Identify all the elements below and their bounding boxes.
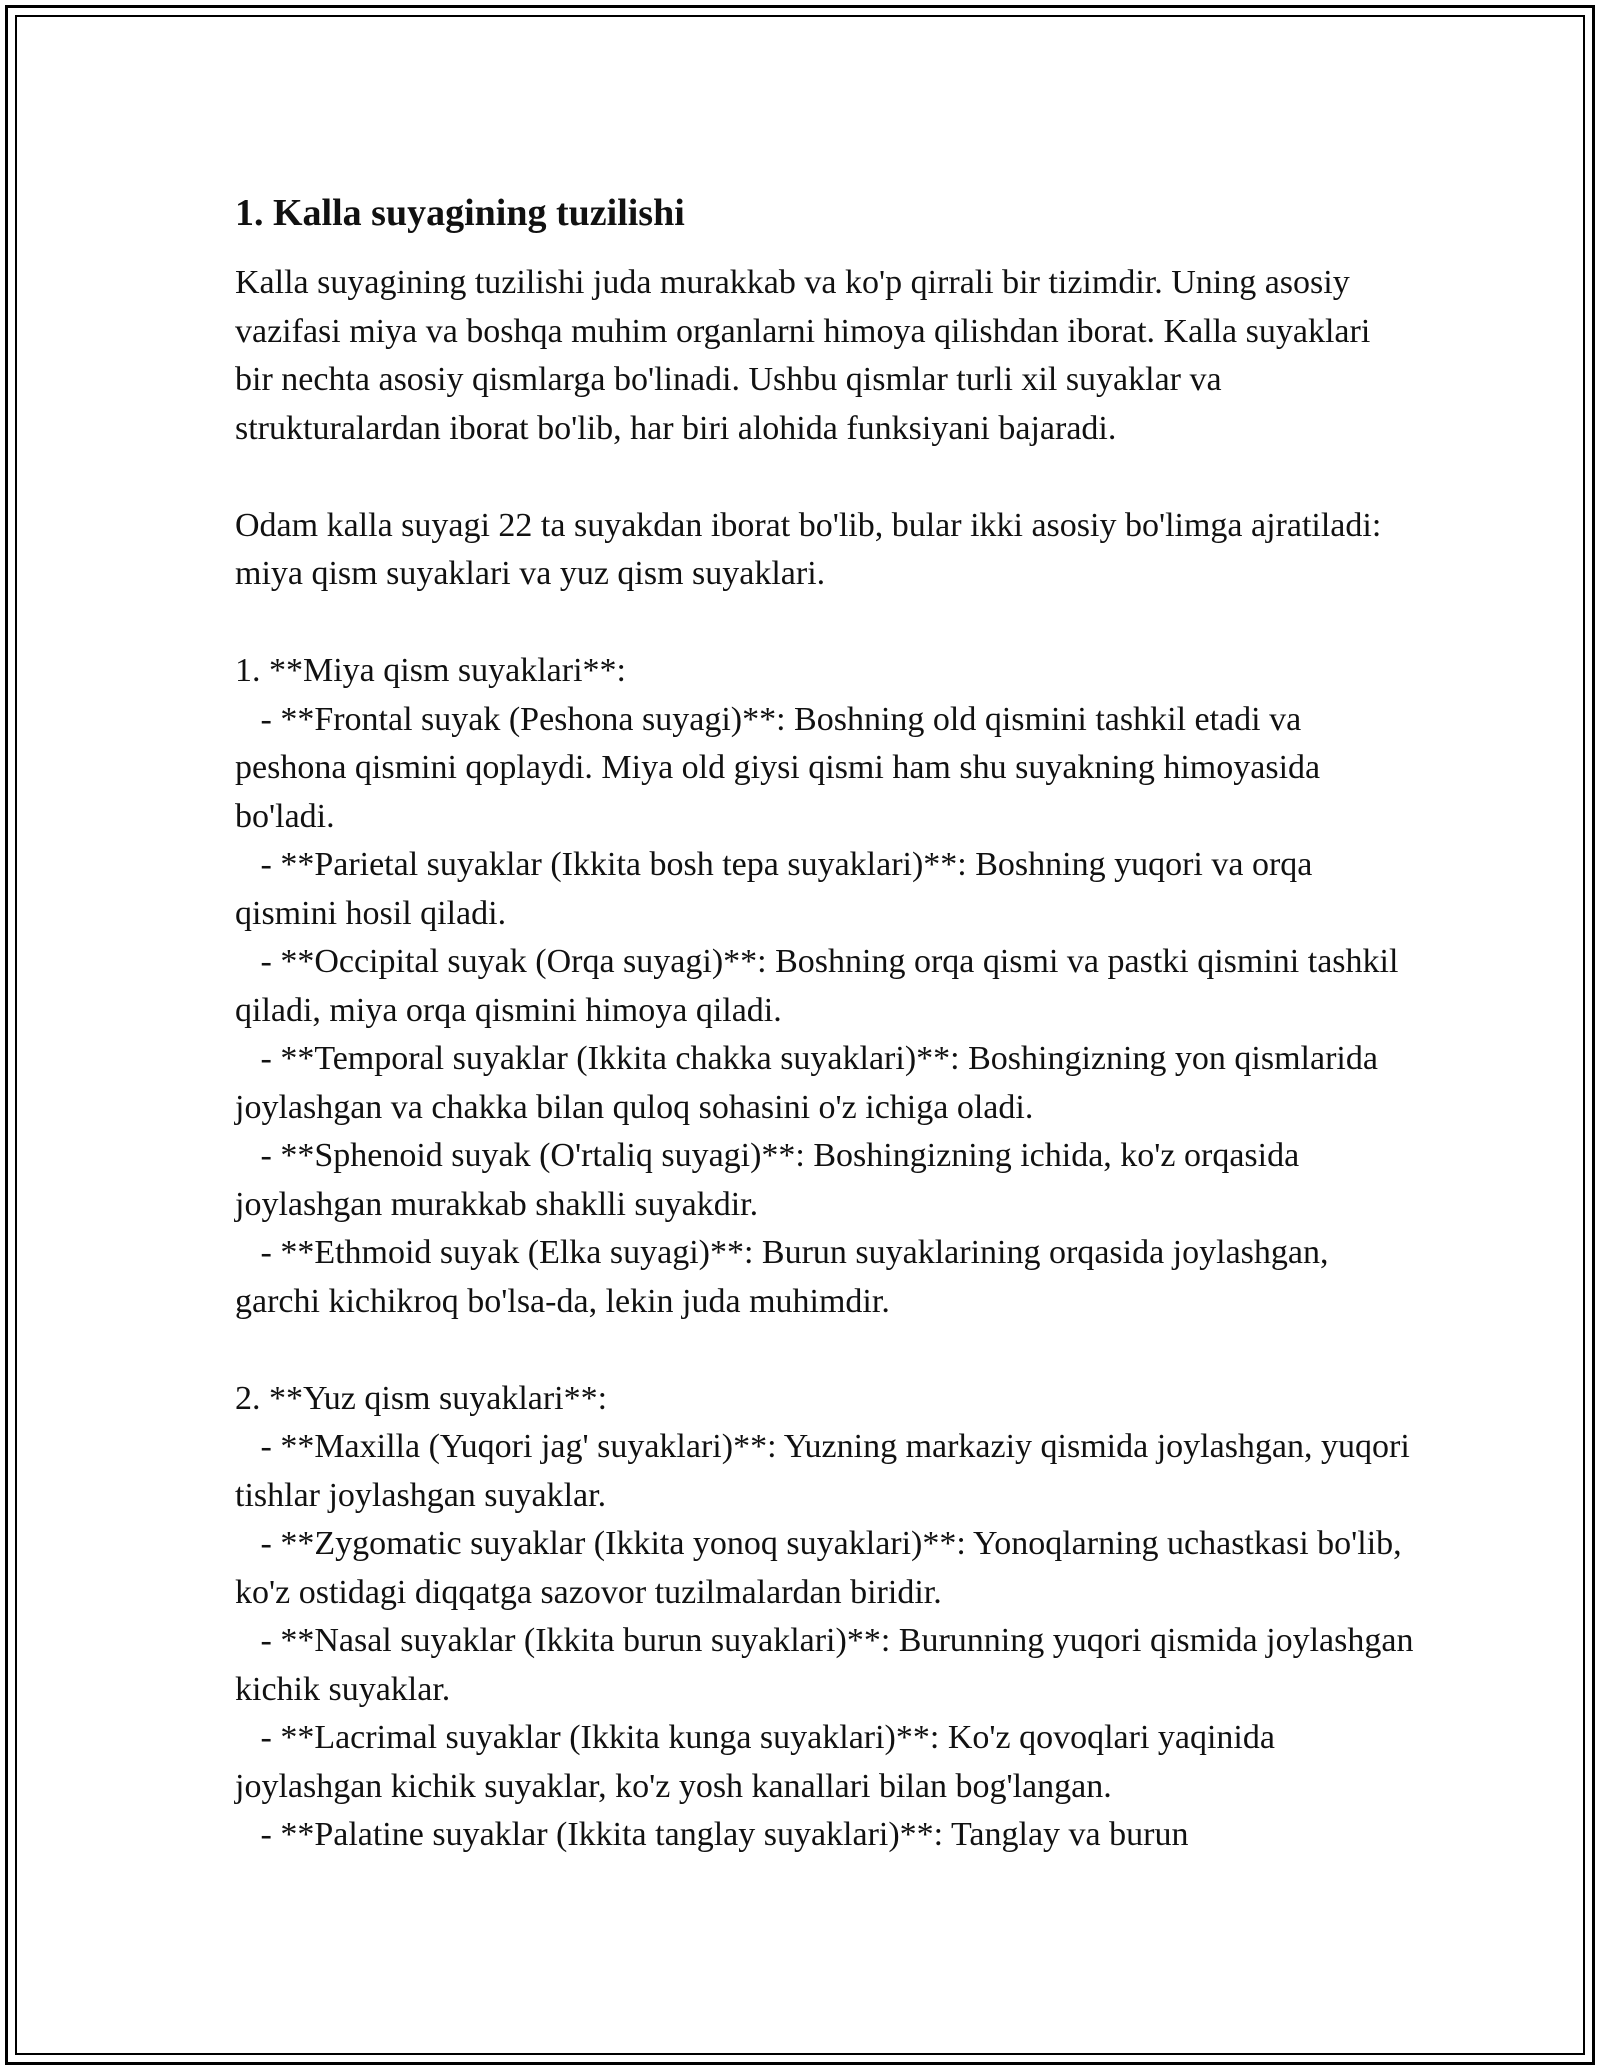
list-item: - **Occipital suyak (Orqa suyagi)**: Boshning orqa qismi va pastki qismini tashkil qiladi, miya orqa qismini himoya qiladi.: [235, 943, 1407, 1029]
list-item: - **Nasal suyaklar (Ikkita burun suyaklari)**: Burunning yuqori qismida joylashgan kichik suyaklar.: [235, 1622, 1422, 1708]
document-body: [235, 187, 1422, 1860]
list-item: - **Temporal suyaklar (Ikkita chakka suyaklari)**: Boshingizning yon qismlarida joylashgan va chakka bilan quloq sohasini o'z ichiga oladi.: [235, 1040, 1387, 1126]
count-paragraph: Odam kalla suyagi 22 ta suyakdan iborat bo'lib, bular ikki asosiy bo'limga ajratiladi: miya qism suyaklari va yuz qism suyaklari.: [235, 506, 1390, 592]
paragraph-spacer: [235, 1326, 1415, 1375]
section-cranial-bones: [235, 647, 1415, 1326]
list-item: - **Maxilla (Yuqori jag' suyaklari)**: Yuzning markaziy qismida joylashgan, yuqori tishlar joylashgan suyaklar.: [235, 1428, 1419, 1514]
list-item: - **Ethmoid suyak (Elka suyagi)**: Burun suyaklarining orqasida joylashgan, garchi kichikroq bo'lsa-da, lekin juda muhimdir.: [235, 1234, 1337, 1320]
list-item: - **Sphenoid suyak (O'rtaliq suyagi)**: Boshingizning ichida, ko'z orqasida joylashgan murakkab shaklli suyakdir.: [235, 1137, 1308, 1223]
document-title: 1. Kalla suyagining tuzilishi: [235, 192, 685, 234]
list-item: - **Zygomatic suyaklar (Ikkita yonoq suyaklari)**: Yonoqlarning uchastkasi bo'lib, ko'z ostidagi diqqatga sazovor tuzilmalardan biridir.: [235, 1525, 1411, 1611]
section-heading: 1. **Miya qism suyaklari**:: [235, 652, 626, 689]
section-facial-bones: [235, 1375, 1422, 1860]
intro-paragraph: Kalla suyagining tuzilishi juda murakkab va ko'p qirrali bir tizimdir. Uning asosiy vazifasi miya va boshqa muhim organlarni himoya qilishdan iborat. Kalla suyaklari bir nechta asosiy qismlarga bo'linadi. Ushbu qismlar turli xil suyaklar va strukturalardan iborat bo'lib, har biri alohida funksiyani bajaradi.: [235, 264, 1379, 447]
paragraph-spacer: [235, 453, 1415, 502]
list-item: - **Parietal suyaklar (Ikkita bosh tepa suyaklari)**: Boshning yuqori va orqa qismini hosil qiladi.: [235, 846, 1321, 932]
paragraph-spacer: [235, 599, 1415, 648]
section-heading: 2. **Yuz qism suyaklari**:: [235, 1379, 608, 1417]
list-item: - **Frontal suyak (Peshona suyagi)**: Boshning old qismini tashkil etadi va peshona qismini qoplaydi. Miya old giysi qismi ham shu suyakning himoyasida bo'ladi.: [235, 700, 1329, 835]
list-item: - **Lacrimal suyaklar (Ikkita kunga suyaklari)**: Ko'z qovoqlari yaqinida joylashgan kichik suyaklar, ko'z yosh kanallari bilan bog'langan.: [235, 1719, 1284, 1805]
list-item: - **Palatine suyaklar (Ikkita tanglay suyaklari)**: Tanglay va burun: [235, 1816, 1189, 1853]
